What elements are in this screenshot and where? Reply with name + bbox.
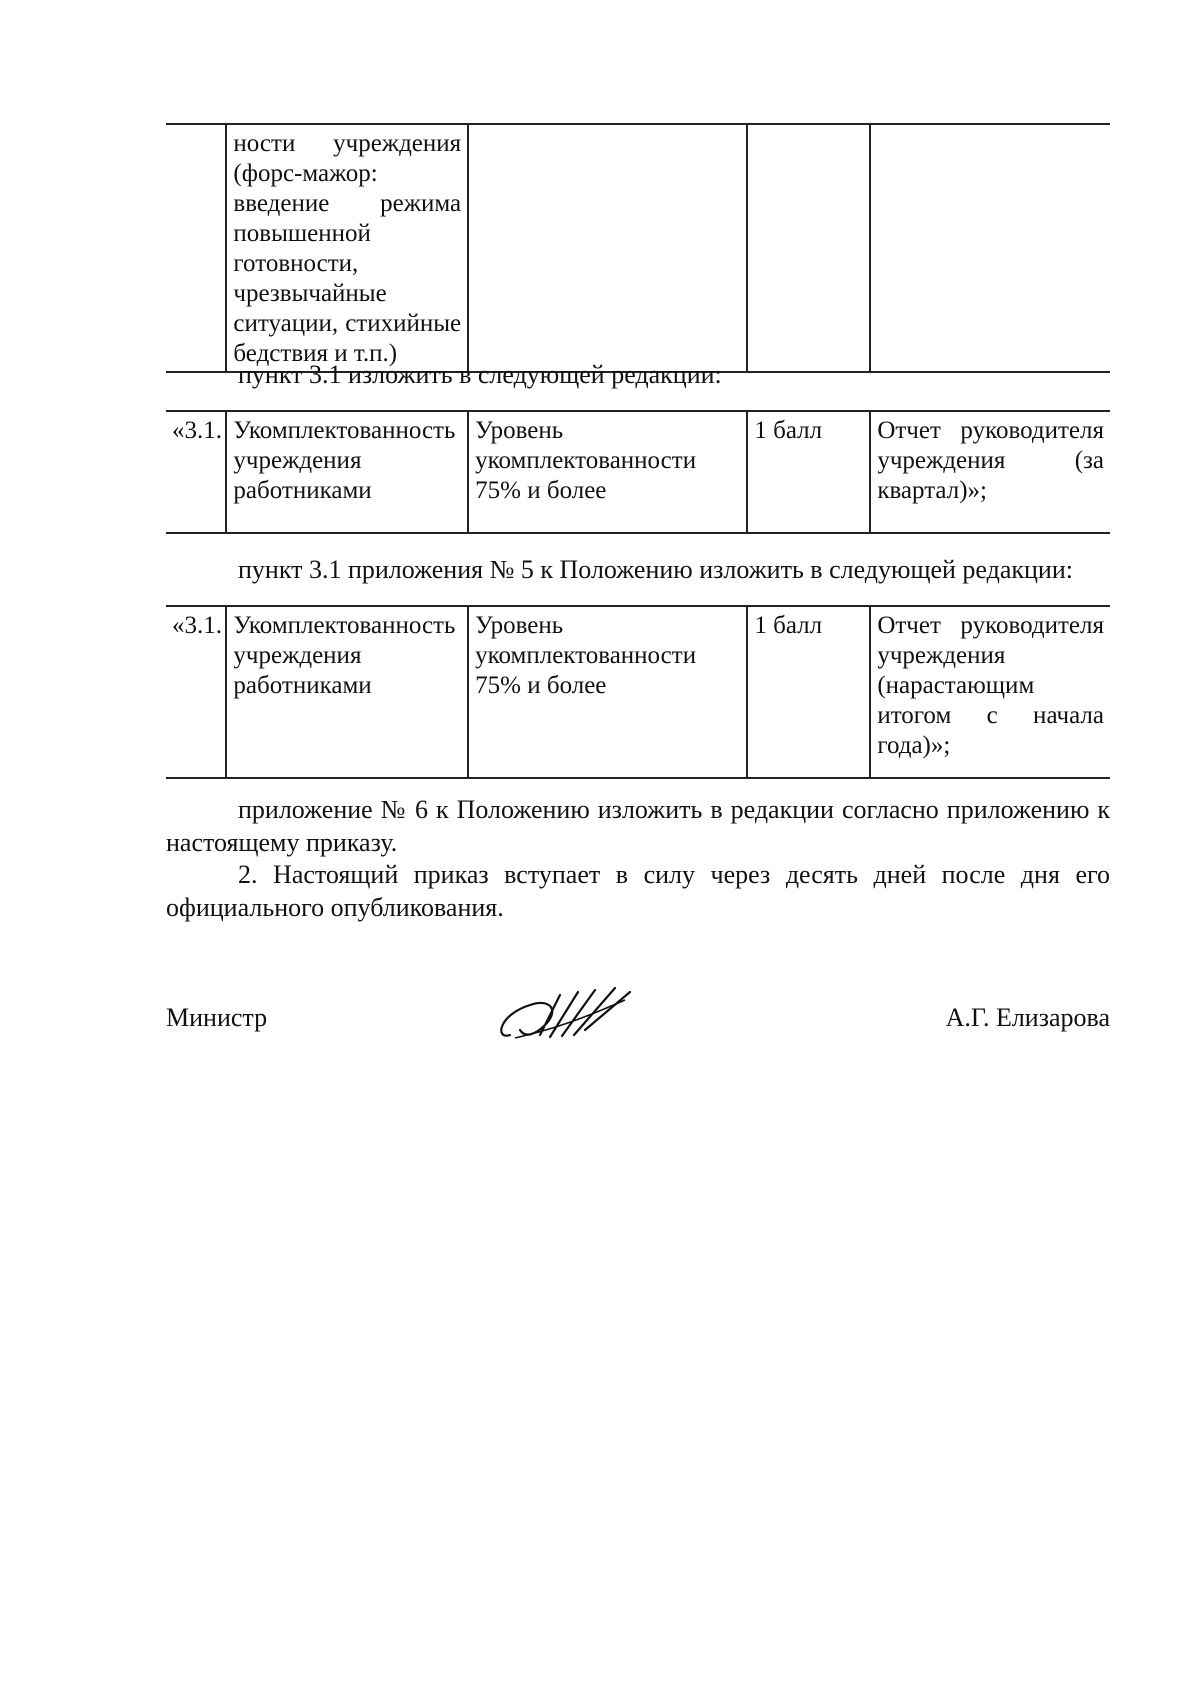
paragraph-appendix-6: приложение № 6 к Положению изложить в редакции согласно приложению к настоящему приказу. — [166, 795, 1110, 857]
handwritten-signature — [490, 980, 640, 1050]
signatory-title: Министр — [166, 1003, 268, 1032]
criteria-table-3-1 — [166, 410, 1110, 534]
level-cell — [468, 124, 747, 372]
source-cell — [870, 124, 1110, 372]
paragraph-edit-instruction: пункт 3.1 изложить в следующей редакции: — [238, 360, 722, 389]
row-number: «3.1. — [166, 411, 226, 533]
criteria-table-continuation — [166, 123, 1110, 373]
criterion-cell: Укомплектованность учреждения работниками — [226, 411, 468, 533]
criteria-table-appendix-5 — [166, 605, 1110, 779]
level-cell: Уровень укомплектованности 75% и более — [468, 606, 747, 778]
row-number: «3.1. — [166, 606, 226, 778]
source-cell: Отчет руководителя учреждения (нарастающим итогом с начала года)»; — [870, 606, 1110, 778]
criterion-cell: ности учреждения (форс-мажор: введение режима повышенной готовности, чрезвычайные ситуации, стихийные бедствия и т.п.) — [226, 124, 468, 372]
paragraph-effective-date: 2. Настоящий приказ вступает в силу через десять дней после дня его официального опубликования. — [166, 860, 1110, 922]
paragraph-edit-instruction-appendix-5: пункт 3.1 приложения № 5 к Положению изложить в следующей редакции: — [238, 555, 1073, 584]
criterion-cell: Укомплектованность учреждения работниками — [226, 606, 468, 778]
table-row — [166, 124, 1110, 372]
table-row — [166, 411, 1110, 533]
score-cell — [747, 124, 870, 372]
score-cell: 1 балл — [747, 606, 870, 778]
signatory-name: А.Г. Елизарова — [945, 1003, 1110, 1032]
source-cell: Отчет руководителя учреждения (за квартал)»; — [870, 411, 1110, 533]
row-number — [166, 124, 226, 372]
level-cell: Уровень укомплектованности 75% и более — [468, 411, 747, 533]
score-cell: 1 балл — [747, 411, 870, 533]
table-row — [166, 606, 1110, 778]
